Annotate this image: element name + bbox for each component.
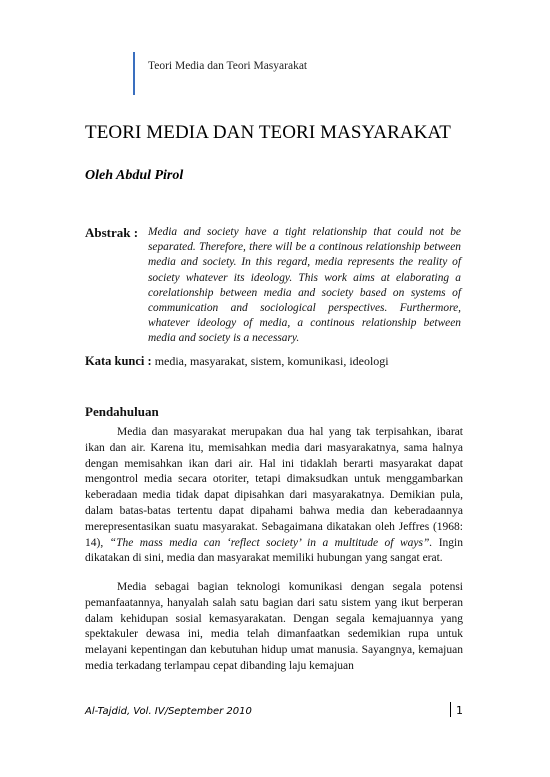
body-paragraph-1 bbox=[85, 425, 463, 567]
keywords-label: Kata kunci : bbox=[85, 354, 152, 368]
abstract-label: Abstrak : bbox=[85, 225, 139, 240]
article-title: TEORI MEDIA DAN TEORI MASYARAKAT bbox=[85, 122, 451, 143]
running-header-title: Teori Media dan Teori Masyarakat bbox=[148, 60, 308, 72]
running-header bbox=[133, 52, 307, 95]
paragraph-1-text-b: Ingin dikatakan di sini, media dan masyarakat memiliki hubungan yang sangat erat. bbox=[85, 536, 463, 565]
abstract-text: Media and society have a tight relationship that could not be separated. Therefore, there will be a continous relationship between media and society. In this regard, media represents the reality of society whatever its ideology. This work aims at elaborating a corelationship between media and society based on systems of communication and sociological perspectives. Furthermore, whatever ideology of media, a continous relationship between media and society is a necessary. bbox=[148, 226, 461, 345]
body-paragraph-2: Media sebagai bagian teknologi komunikasi dengan segala potensi pemanfaatannya, hanyalah salah satu bagian dari satu sistem yang ikut berperan dalam kehidupan sosial kemasyarakatan. Dengan segala kemajuannya yang spektakuler dewasa ini, media telah dimanfaatkan sedemikian rupa untuk melayani kepentingan dan kebutuhan hidup umat manusia. Sayangnya, kemajuan media terkadang terlampau cepat dibanding laju kemajuan bbox=[85, 581, 463, 672]
keywords-text: media, masyarakat, sistem, komunikasi, ideologi bbox=[151, 354, 389, 368]
section-heading-introduction: Pendahuluan bbox=[85, 404, 159, 419]
keywords-line bbox=[85, 354, 389, 369]
page-number: 1 bbox=[456, 704, 463, 717]
paragraph-1-text-a: Media dan masyarakat merupakan dua hal yang tak terpisahkan, ibarat ikan dan air. Karena itu, memisahkan media dari masyarakatnya, sama halnya dengan memisahkan ikan dari air. Hal ini tidaklah berarti masyarakat dapat mengontrol media secara otoriter, tetapi dimaksudkan untuk menggambarkan keberadaan media tidak dapat dipisahkan dari masyarakatnya. Demikian pula, dalam batas-batas tertentu dapat dipahami bahwa media dan keberadaannya merepresentasikan suatu masyarakat. Sebagaimana dikatakan oleh Jeffres (1968: 14), bbox=[85, 426, 463, 549]
footer-divider bbox=[450, 702, 451, 717]
article-author: Oleh Abdul Pirol bbox=[85, 168, 184, 183]
paragraph-1-quote: “The mass media can ‘reflect society’ in a multitude of ways”. bbox=[109, 536, 433, 549]
footer-journal: Al-Tajdid, Vol. IV/September 2010 bbox=[85, 706, 252, 717]
